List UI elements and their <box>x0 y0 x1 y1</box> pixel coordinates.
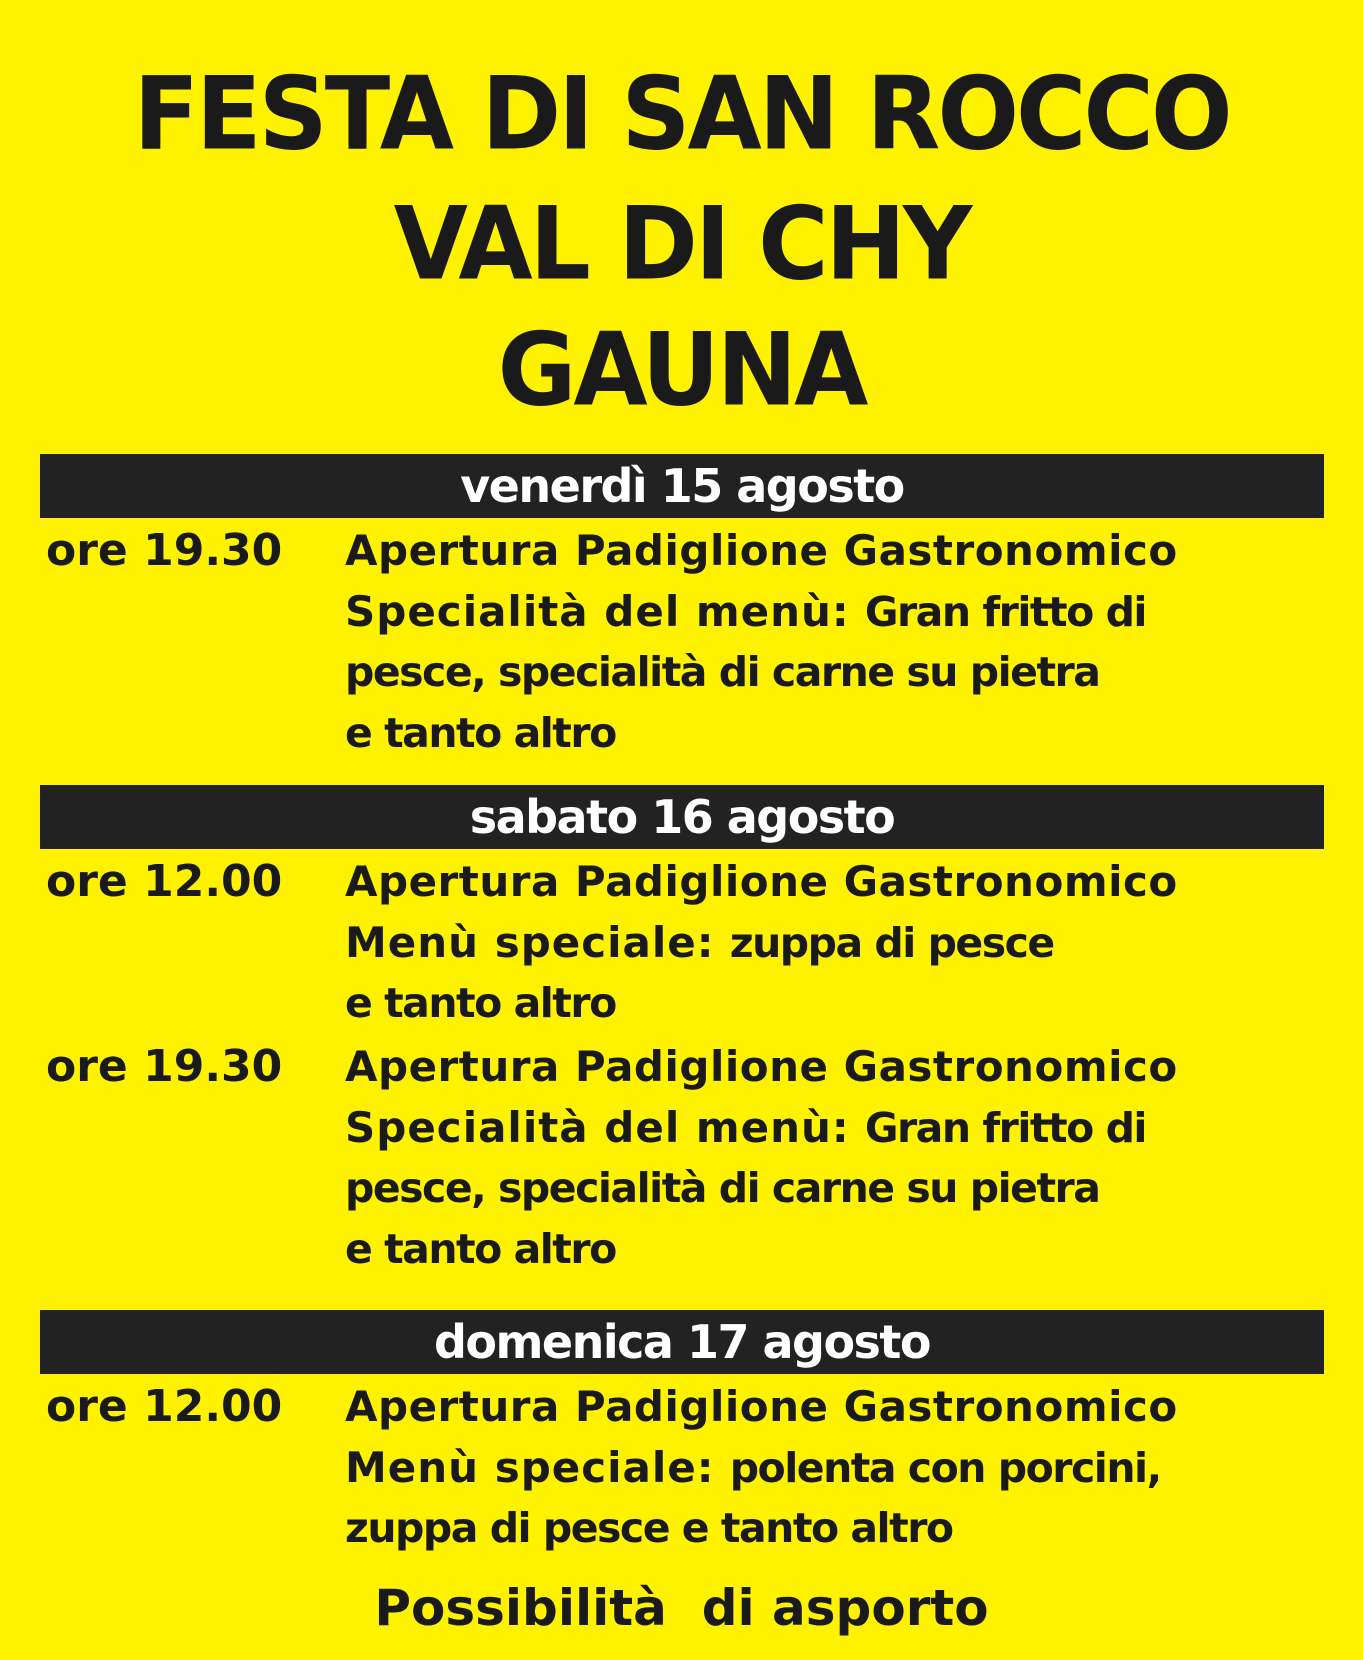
slot-time: ore 12.00 <box>46 856 283 907</box>
menu-label: Menù speciale: <box>345 1443 715 1492</box>
day-header-saturday: sabato 16 agosto <box>40 785 1324 849</box>
slot-menu-line <box>345 1437 1345 1498</box>
slot-details <box>345 1376 1345 1559</box>
slot-opening: Apertura Padiglione Gastronomico <box>345 857 1178 906</box>
slot-time: ore 19.30 <box>46 525 283 576</box>
menu-detail: polenta con porcini, <box>729 1444 1161 1492</box>
slot-time: ore 19.30 <box>46 1041 283 1092</box>
menu-detail: e tanto altro <box>345 1225 616 1273</box>
slot-menu-line <box>345 912 1345 973</box>
slot-opening: Apertura Padiglione Gastronomico <box>345 1042 1178 1091</box>
poster-title-line-2: VAL DI CHY <box>393 185 970 303</box>
menu-label: Specialità del menù: <box>345 587 850 636</box>
slot-opening: Apertura Padiglione Gastronomico <box>345 1382 1178 1431</box>
menu-detail: pesce, specialità di carne su pietra <box>345 1164 1100 1212</box>
menu-detail: Gran fritto di <box>864 588 1146 636</box>
menu-detail: zuppa di pesce e tanto altro <box>345 1504 953 1552</box>
poster-title-line-3: GAUNA <box>497 311 866 429</box>
slot-details <box>345 1036 1345 1280</box>
slot-opening: Apertura Padiglione Gastronomico <box>345 526 1178 575</box>
menu-detail: e tanto altro <box>345 979 616 1027</box>
slot-time: ore 12.00 <box>46 1381 283 1432</box>
slot-menu-line <box>345 581 1345 642</box>
menu-label: Specialità del menù: <box>345 1103 850 1152</box>
slot-details <box>345 851 1345 1034</box>
menu-detail: pesce, specialità di carne su pietra <box>345 648 1100 696</box>
menu-detail: zuppa di pesce <box>729 919 1054 967</box>
menu-detail: e tanto altro <box>345 709 616 757</box>
slot-details <box>345 520 1345 764</box>
menu-label: Menù speciale: <box>345 918 715 967</box>
poster-title-line-1: FESTA DI SAN ROCCO <box>133 55 1230 173</box>
slot-menu-line <box>345 1097 1345 1158</box>
day-header-friday: venerdì 15 agosto <box>40 454 1324 518</box>
day-header-sunday: domenica 17 agosto <box>40 1310 1324 1374</box>
takeaway-note: Possibilità di asporto <box>374 1579 989 1637</box>
menu-detail: Gran fritto di <box>864 1104 1146 1152</box>
